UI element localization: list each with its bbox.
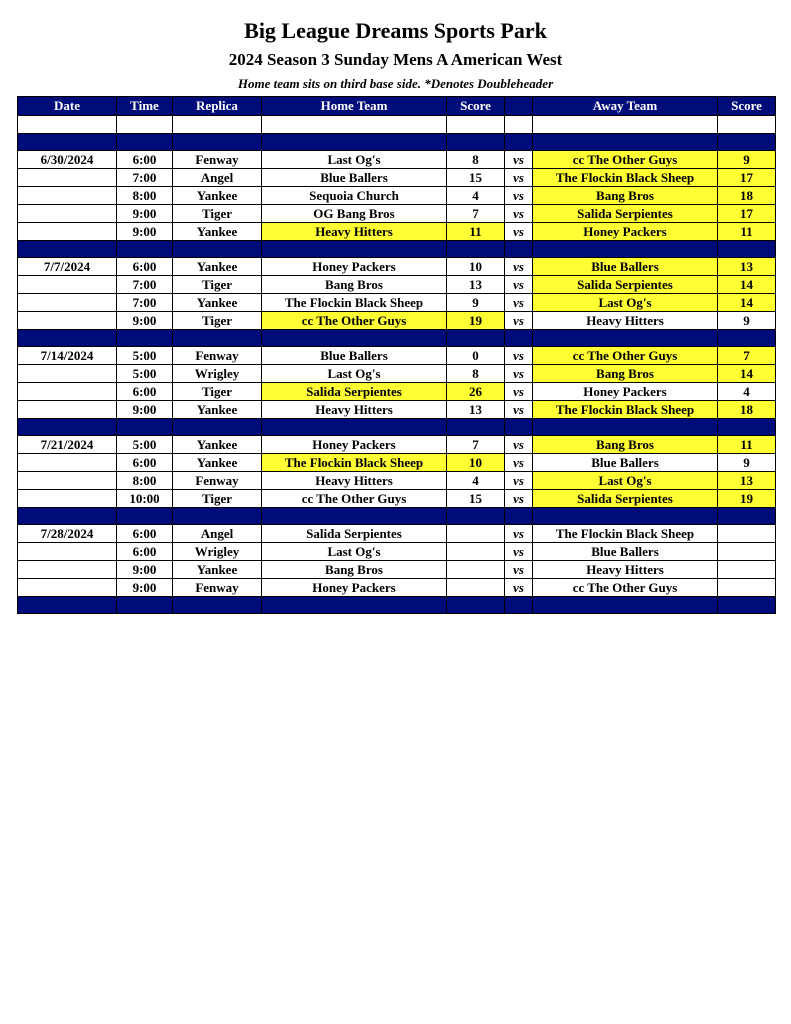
game-date xyxy=(18,543,117,561)
away-score xyxy=(718,579,776,597)
separator-cell xyxy=(718,508,776,525)
game-date xyxy=(18,169,117,187)
separator-cell xyxy=(447,508,505,525)
away-team: cc The Other Guys xyxy=(533,347,718,365)
vs-label: vs xyxy=(505,312,533,330)
game-row xyxy=(18,347,776,365)
home-score: 13 xyxy=(447,276,505,294)
vs-label: vs xyxy=(505,276,533,294)
empty-cell xyxy=(18,116,117,134)
game-date xyxy=(18,561,117,579)
game-row xyxy=(18,454,776,472)
game-row xyxy=(18,525,776,543)
separator-cell xyxy=(18,134,117,151)
separator-cell xyxy=(117,508,173,525)
away-score: 4 xyxy=(718,383,776,401)
game-date: 7/14/2024 xyxy=(18,347,117,365)
vs-label: vs xyxy=(505,223,533,241)
game-time: 7:00 xyxy=(117,294,173,312)
column-header-home-team: Home Team xyxy=(262,97,447,116)
home-team: Honey Packers xyxy=(262,436,447,454)
game-replica: Fenway xyxy=(173,579,262,597)
column-header-replica: Replica xyxy=(173,97,262,116)
home-team: The Flockin Black Sheep xyxy=(262,294,447,312)
separator-cell xyxy=(18,330,117,347)
week-separator-row xyxy=(18,597,776,614)
away-team: Salida Serpientes xyxy=(533,276,718,294)
home-team: Salida Serpientes xyxy=(262,383,447,401)
week-separator-row xyxy=(18,419,776,436)
vs-label: vs xyxy=(505,205,533,223)
home-score xyxy=(447,543,505,561)
separator-cell xyxy=(505,508,533,525)
header-row xyxy=(18,97,776,116)
game-row xyxy=(18,312,776,330)
column-header-time: Time xyxy=(117,97,173,116)
home-score: 7 xyxy=(447,205,505,223)
away-score: 14 xyxy=(718,365,776,383)
game-replica: Yankee xyxy=(173,294,262,312)
vs-label: vs xyxy=(505,436,533,454)
game-row xyxy=(18,436,776,454)
home-team: Bang Bros xyxy=(262,561,447,579)
vs-label: vs xyxy=(505,187,533,205)
game-replica: Yankee xyxy=(173,187,262,205)
away-team: cc The Other Guys xyxy=(533,151,718,169)
separator-cell xyxy=(505,597,533,614)
away-score: 17 xyxy=(718,205,776,223)
separator-cell xyxy=(173,330,262,347)
game-row xyxy=(18,543,776,561)
separator-cell xyxy=(533,330,718,347)
away-team: Bang Bros xyxy=(533,365,718,383)
separator-cell xyxy=(718,419,776,436)
vs-label: vs xyxy=(505,383,533,401)
separator-cell xyxy=(18,419,117,436)
separator-cell xyxy=(262,241,447,258)
home-team: Honey Packers xyxy=(262,579,447,597)
game-date xyxy=(18,205,117,223)
separator-cell xyxy=(533,508,718,525)
vs-label: vs xyxy=(505,365,533,383)
away-team: Honey Packers xyxy=(533,383,718,401)
game-replica: Wrigley xyxy=(173,365,262,383)
game-row xyxy=(18,276,776,294)
separator-cell xyxy=(718,134,776,151)
game-time: 5:00 xyxy=(117,436,173,454)
page-subtitle: 2024 Season 3 Sunday Mens A American West xyxy=(228,50,563,69)
vs-label: vs xyxy=(505,472,533,490)
home-team: Blue Ballers xyxy=(262,169,447,187)
home-team: cc The Other Guys xyxy=(262,312,447,330)
game-date xyxy=(18,401,117,419)
game-replica: Angel xyxy=(173,525,262,543)
separator-cell xyxy=(262,508,447,525)
home-score: 8 xyxy=(447,365,505,383)
game-replica: Fenway xyxy=(173,347,262,365)
away-team: The Flockin Black Sheep xyxy=(533,525,718,543)
away-score xyxy=(718,561,776,579)
home-team: Blue Ballers xyxy=(262,347,447,365)
page-title: Big League Dreams Sports Park xyxy=(244,18,547,43)
away-team: Blue Ballers xyxy=(533,258,718,276)
home-score: 15 xyxy=(447,490,505,508)
game-row xyxy=(18,490,776,508)
game-date xyxy=(18,294,117,312)
vs-label: vs xyxy=(505,561,533,579)
game-date xyxy=(18,276,117,294)
game-row xyxy=(18,223,776,241)
vs-label: vs xyxy=(505,490,533,508)
vs-label: vs xyxy=(505,525,533,543)
home-score: 8 xyxy=(447,151,505,169)
vs-label: vs xyxy=(505,294,533,312)
separator-cell xyxy=(505,241,533,258)
separator-cell xyxy=(718,241,776,258)
game-time: 8:00 xyxy=(117,472,173,490)
separator-cell xyxy=(262,419,447,436)
away-team: Blue Ballers xyxy=(533,543,718,561)
away-score: 9 xyxy=(718,151,776,169)
away-team: The Flockin Black Sheep xyxy=(533,401,718,419)
away-score: 13 xyxy=(718,258,776,276)
week-separator-row xyxy=(18,134,776,151)
game-date xyxy=(18,454,117,472)
separator-cell xyxy=(173,597,262,614)
empty-cell xyxy=(173,116,262,134)
away-score: 13 xyxy=(718,472,776,490)
separator-cell xyxy=(18,241,117,258)
empty-cell xyxy=(505,116,533,134)
game-replica: Tiger xyxy=(173,490,262,508)
vs-label: vs xyxy=(505,347,533,365)
home-score: 13 xyxy=(447,401,505,419)
away-team: Honey Packers xyxy=(533,223,718,241)
game-replica: Tiger xyxy=(173,205,262,223)
blank-row xyxy=(18,116,776,134)
away-score: 19 xyxy=(718,490,776,508)
away-team: Salida Serpientes xyxy=(533,205,718,223)
column-header-home-score: Score xyxy=(447,97,505,116)
schedule-note: Home team sits on third base side. *Denotes Doubleheader xyxy=(237,76,554,91)
separator-cell xyxy=(262,597,447,614)
game-time: 7:00 xyxy=(117,169,173,187)
home-team: OG Bang Bros xyxy=(262,205,447,223)
vs-label: vs xyxy=(505,543,533,561)
game-time: 9:00 xyxy=(117,312,173,330)
away-team: Salida Serpientes xyxy=(533,490,718,508)
home-score: 4 xyxy=(447,472,505,490)
vs-label: vs xyxy=(505,258,533,276)
home-team: Heavy Hitters xyxy=(262,401,447,419)
empty-cell xyxy=(262,116,447,134)
game-time: 8:00 xyxy=(117,187,173,205)
game-row xyxy=(18,579,776,597)
away-score: 14 xyxy=(718,276,776,294)
away-team: Last Og's xyxy=(533,294,718,312)
separator-cell xyxy=(262,330,447,347)
game-replica: Tiger xyxy=(173,276,262,294)
home-score: 0 xyxy=(447,347,505,365)
home-team: The Flockin Black Sheep xyxy=(262,454,447,472)
week-separator-row xyxy=(18,241,776,258)
game-time: 7:00 xyxy=(117,276,173,294)
game-date: 7/21/2024 xyxy=(18,436,117,454)
away-team: Bang Bros xyxy=(533,436,718,454)
away-score: 11 xyxy=(718,223,776,241)
vs-label: vs xyxy=(505,401,533,419)
separator-cell xyxy=(718,330,776,347)
vs-label: vs xyxy=(505,169,533,187)
separator-cell xyxy=(117,330,173,347)
schedule-body xyxy=(18,116,776,614)
home-score xyxy=(447,579,505,597)
away-score: 18 xyxy=(718,187,776,205)
game-replica: Yankee xyxy=(173,258,262,276)
separator-cell xyxy=(718,597,776,614)
home-team: cc The Other Guys xyxy=(262,490,447,508)
column-header-away-score: Score xyxy=(718,97,776,116)
game-replica: Tiger xyxy=(173,383,262,401)
game-time: 6:00 xyxy=(117,454,173,472)
game-time: 5:00 xyxy=(117,365,173,383)
game-replica: Fenway xyxy=(173,472,262,490)
away-team: cc The Other Guys xyxy=(533,579,718,597)
home-team: Heavy Hitters xyxy=(262,223,447,241)
separator-cell xyxy=(533,597,718,614)
away-score xyxy=(718,525,776,543)
away-team: Bang Bros xyxy=(533,187,718,205)
game-time: 9:00 xyxy=(117,223,173,241)
home-team: Bang Bros xyxy=(262,276,447,294)
game-time: 6:00 xyxy=(117,151,173,169)
empty-cell xyxy=(447,116,505,134)
game-time: 6:00 xyxy=(117,525,173,543)
empty-cell xyxy=(117,116,173,134)
game-row xyxy=(18,187,776,205)
game-date xyxy=(18,223,117,241)
home-score: 7 xyxy=(447,436,505,454)
away-score: 9 xyxy=(718,454,776,472)
home-score: 19 xyxy=(447,312,505,330)
game-row xyxy=(18,561,776,579)
separator-cell xyxy=(447,134,505,151)
home-score: 11 xyxy=(447,223,505,241)
away-team: Last Og's xyxy=(533,472,718,490)
game-replica: Yankee xyxy=(173,401,262,419)
game-date xyxy=(18,490,117,508)
home-team: Heavy Hitters xyxy=(262,472,447,490)
separator-cell xyxy=(173,241,262,258)
game-time: 6:00 xyxy=(117,258,173,276)
home-score xyxy=(447,525,505,543)
separator-cell xyxy=(117,241,173,258)
separator-cell xyxy=(505,134,533,151)
game-row xyxy=(18,365,776,383)
game-row xyxy=(18,258,776,276)
game-replica: Wrigley xyxy=(173,543,262,561)
separator-cell xyxy=(447,419,505,436)
game-replica: Yankee xyxy=(173,223,262,241)
game-row xyxy=(18,151,776,169)
home-team: Last Og's xyxy=(262,365,447,383)
separator-cell xyxy=(447,241,505,258)
separator-cell xyxy=(117,597,173,614)
game-time: 9:00 xyxy=(117,401,173,419)
game-replica: Yankee xyxy=(173,561,262,579)
home-team: Sequoia Church xyxy=(262,187,447,205)
empty-cell xyxy=(718,116,776,134)
separator-cell xyxy=(505,330,533,347)
column-header-away-team: Away Team xyxy=(533,97,718,116)
game-date xyxy=(18,472,117,490)
away-team: The Flockin Black Sheep xyxy=(533,169,718,187)
away-team: Heavy Hitters xyxy=(533,312,718,330)
column-header-vs xyxy=(505,97,533,116)
vs-label: vs xyxy=(505,454,533,472)
away-score: 11 xyxy=(718,436,776,454)
game-date xyxy=(18,365,117,383)
game-date: 7/7/2024 xyxy=(18,258,117,276)
away-score: 17 xyxy=(718,169,776,187)
separator-cell xyxy=(447,330,505,347)
away-score: 9 xyxy=(718,312,776,330)
home-score: 15 xyxy=(447,169,505,187)
game-row xyxy=(18,294,776,312)
week-separator-row xyxy=(18,508,776,525)
game-replica: Yankee xyxy=(173,436,262,454)
game-row xyxy=(18,472,776,490)
separator-cell xyxy=(533,241,718,258)
separator-cell xyxy=(18,597,117,614)
separator-cell xyxy=(18,508,117,525)
game-replica: Tiger xyxy=(173,312,262,330)
game-replica: Yankee xyxy=(173,454,262,472)
separator-cell xyxy=(262,134,447,151)
away-team: Heavy Hitters xyxy=(533,561,718,579)
home-team: Honey Packers xyxy=(262,258,447,276)
game-date: 6/30/2024 xyxy=(18,151,117,169)
separator-cell xyxy=(505,419,533,436)
separator-cell xyxy=(173,508,262,525)
game-time: 6:00 xyxy=(117,383,173,401)
game-replica: Angel xyxy=(173,169,262,187)
game-time: 9:00 xyxy=(117,579,173,597)
game-row xyxy=(18,169,776,187)
column-header-date: Date xyxy=(18,97,117,116)
vs-label: vs xyxy=(505,579,533,597)
game-date xyxy=(18,312,117,330)
away-score: 7 xyxy=(718,347,776,365)
separator-cell xyxy=(173,419,262,436)
separator-cell xyxy=(533,134,718,151)
game-time: 6:00 xyxy=(117,543,173,561)
week-separator-row xyxy=(18,330,776,347)
separator-cell xyxy=(173,134,262,151)
separator-cell xyxy=(447,597,505,614)
game-row xyxy=(18,401,776,419)
game-date xyxy=(18,579,117,597)
schedule-table xyxy=(17,96,776,614)
away-team: Blue Ballers xyxy=(533,454,718,472)
home-score: 4 xyxy=(447,187,505,205)
game-date: 7/28/2024 xyxy=(18,525,117,543)
game-time: 9:00 xyxy=(117,205,173,223)
separator-cell xyxy=(117,134,173,151)
game-time: 5:00 xyxy=(117,347,173,365)
home-score: 10 xyxy=(447,258,505,276)
separator-cell xyxy=(533,419,718,436)
vs-label: vs xyxy=(505,151,533,169)
game-date xyxy=(18,383,117,401)
home-score: 9 xyxy=(447,294,505,312)
game-row xyxy=(18,205,776,223)
game-time: 10:00 xyxy=(117,490,173,508)
home-team: Last Og's xyxy=(262,543,447,561)
home-team: Salida Serpientes xyxy=(262,525,447,543)
away-score: 18 xyxy=(718,401,776,419)
home-score: 26 xyxy=(447,383,505,401)
away-score xyxy=(718,543,776,561)
home-team: Last Og's xyxy=(262,151,447,169)
separator-cell xyxy=(117,419,173,436)
game-replica: Fenway xyxy=(173,151,262,169)
game-row xyxy=(18,383,776,401)
game-date xyxy=(18,187,117,205)
game-time: 9:00 xyxy=(117,561,173,579)
away-score: 14 xyxy=(718,294,776,312)
empty-cell xyxy=(533,116,718,134)
home-score xyxy=(447,561,505,579)
home-score: 10 xyxy=(447,454,505,472)
